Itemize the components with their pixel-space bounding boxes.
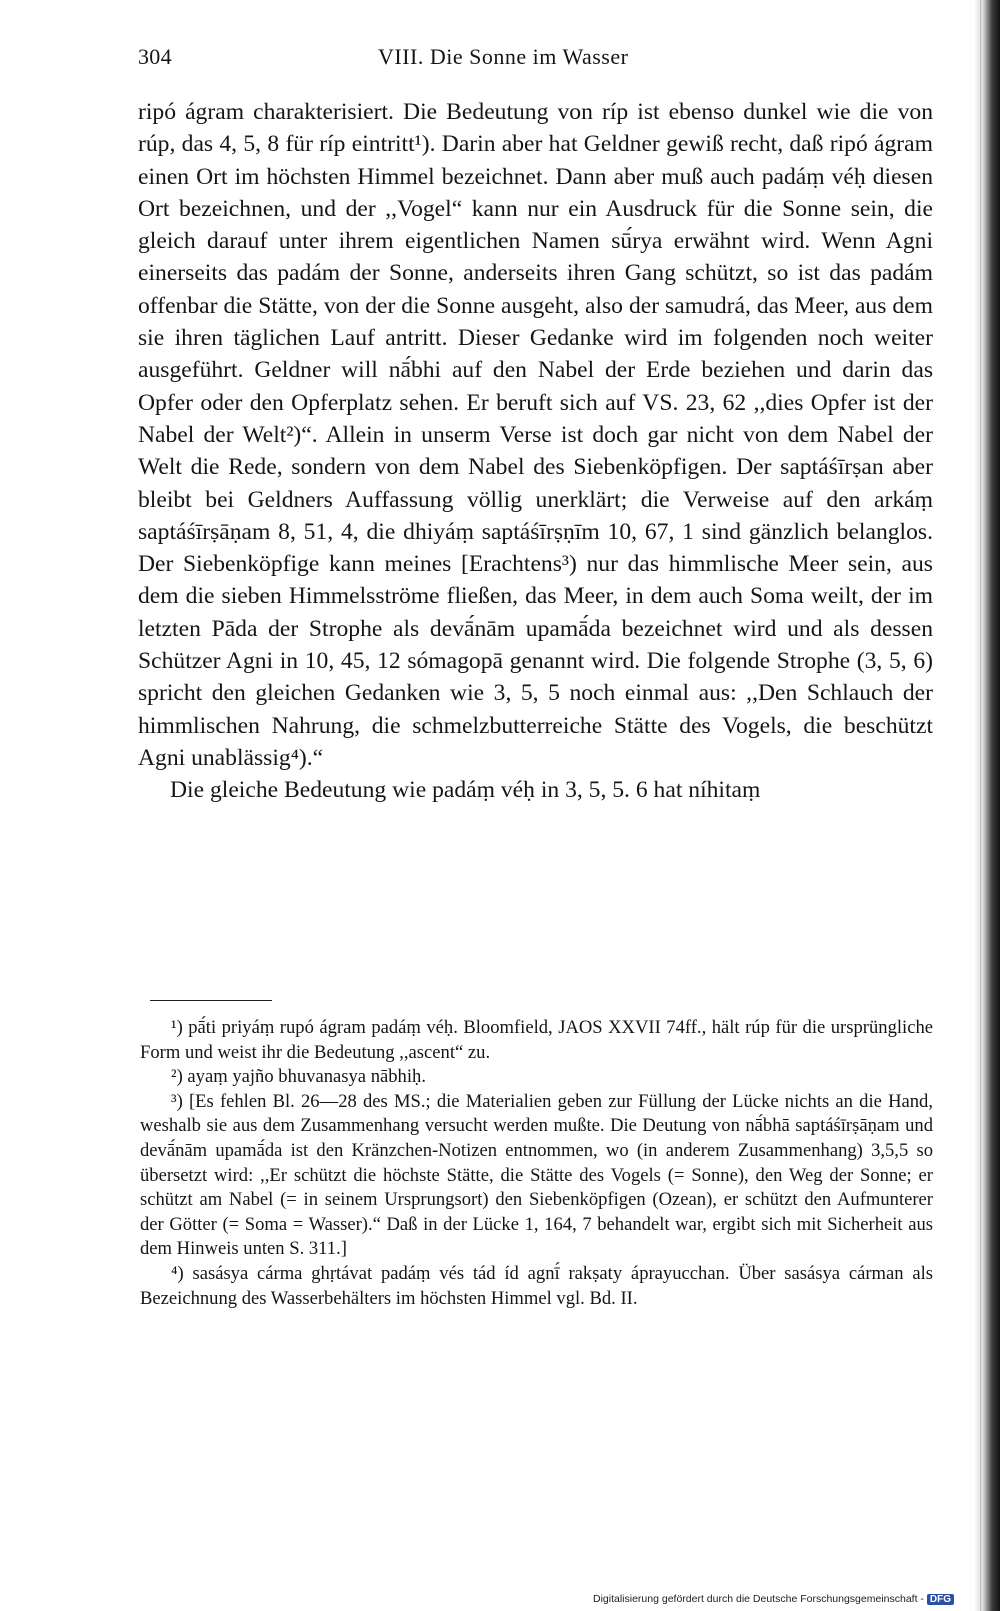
body-paragraph-1: ripó ágram charakterisiert. Die Bedeutung von ríp ist ebenso dunkel wie die von rúp, das 4, 5, 8 für ríp eintritt¹). Darin aber hat Geldner gewiß recht, daß ripó ágram einen Ort im höchsten Himmel bezeichnet. Dann aber muß auch padáṃ véḥ diesen Ort bezeichnen, und der ,,Vogel“ kann nur ein Ausdruck für die Sonne sein, die gleich darauf unter ihrem eigentlichen Namen sū́rya erwähnt wird. Wenn Agni einerseits das padám der Sonne, anderseits ihren Gang schützt, so ist das padám offenbar die Stätte, von der die Sonne ausgeht, also der samudrá, das Meer, aus dem sie ihren täglichen Lauf antritt. Dieser Gedanke wird im folgenden noch weiter ausgeführt. Geldner will nā́bhi auf den Nabel der Erde beziehen und darin das Opfer oder den Opferplatz sehen. Er beruft sich auf VS. 23, 62 ,,dies Opfer ist der Nabel der Welt²)“. Allein in unserm Verse ist doch gar nicht von dem Nabel der Welt die Rede, sondern von dem Nabel des Siebenköpfigen. Der saptáśīrṣan aber bleibt bei Geldners Auffassung völlig unerklärt; die Verweise auf den arkáṃ saptáśīrṣāṇam 8, 51, 4, die dhiyáṃ saptáśīrṣṇīm 10, 67, 1 sind gänzlich belanglos. Der Siebenköpfige kann meines [Erachtens³) nur das himmlische Meer sein, aus dem die sieben Himmelsströme fließen, das Meer, in dem auch Soma weilt, der im letzten Pāda der Strophe als devā́nām upamā́da bezeichnet wird und als dessen Schützer Agni in 10, 45, 12 sómagopā genannt wird. Die folgende Strophe (3, 5, 6) spricht den gleichen Gedanken wie 3, 5, 5 noch einmal aus: ,,Den Schlauch der himmlischen Nahrung, die schmelzbutterreiche Stätte des Vogels, die beschützt Agni unablässig⁴).“ <box>138 99 933 771</box>
footnote-1: ¹) pā́ti priyáṃ rupó ágram padáṃ véḥ. Bloomfield, JAOS XXVII 74ff., hält rúp für die ursprüngliche Form und weist ihr die Bedeutung ,,ascent“ zu. <box>140 1017 933 1063</box>
credit-text: Digitalisierung gefördert durch die Deutsche Forschungsgemeinschaft - <box>593 1593 924 1605</box>
footnote-separator <box>150 1000 272 1001</box>
footnote-3: ³) [Es fehlen Bl. 26—28 des MS.; die Materialien geben zur Füllung der Lücke nichts an die Hand, weshalb sie aus dem Zusammenhang versucht werden mußte. Die Deutung von nā́bhā saptáśīrṣāṇam und devā́nām upamā́da ist den Kränzchen-Notizen entnommen, wo (in anderem Zusammenhang) 3,5,5 so übersetzt wird: ,,Er schützt die höchste Stätte, die Stätte des Vogels (= Sonne), den Weg der Sonne; er schützt am Nabel (= in seinem Ursprungsort) den Siebenköpfigen (Ozean), er schützt den Aufmunterer der Götter (= Soma = Wasser).“ Daß in der Lücke 1, 164, 7 behandelt war, ergibt sich mit Sicherheit aus dem Hinweis unten S. 311.] <box>140 1090 933 1260</box>
digitization-credit <box>593 1593 954 1609</box>
page-number: 304 <box>138 44 172 69</box>
page-header <box>138 44 933 74</box>
body-paragraph-2: Die gleiche Bedeutung wie padáṃ véḥ in 3, 5, 5. 6 hat níhitaṃ <box>170 777 761 804</box>
footnotes <box>140 1016 933 1311</box>
running-title: VIII. Die Sonne im Wasser <box>378 44 629 69</box>
scan-page-edge <box>974 0 1000 1611</box>
dfg-logo: DFG <box>927 1594 954 1605</box>
main-text <box>138 96 933 807</box>
footnote-4: ⁴) sasásya cárma ghṛtávat padáṃ vés tád íd agnī́ rakṣaty áprayucchan. Über sasásya cárman als Bezeichnung des Wasserbehälters im höchsten Himmel vgl. Bd. II. <box>140 1262 933 1309</box>
footnote-2: ²) ayaṃ yajño bhuvanasya nābhiḥ. <box>171 1066 426 1088</box>
